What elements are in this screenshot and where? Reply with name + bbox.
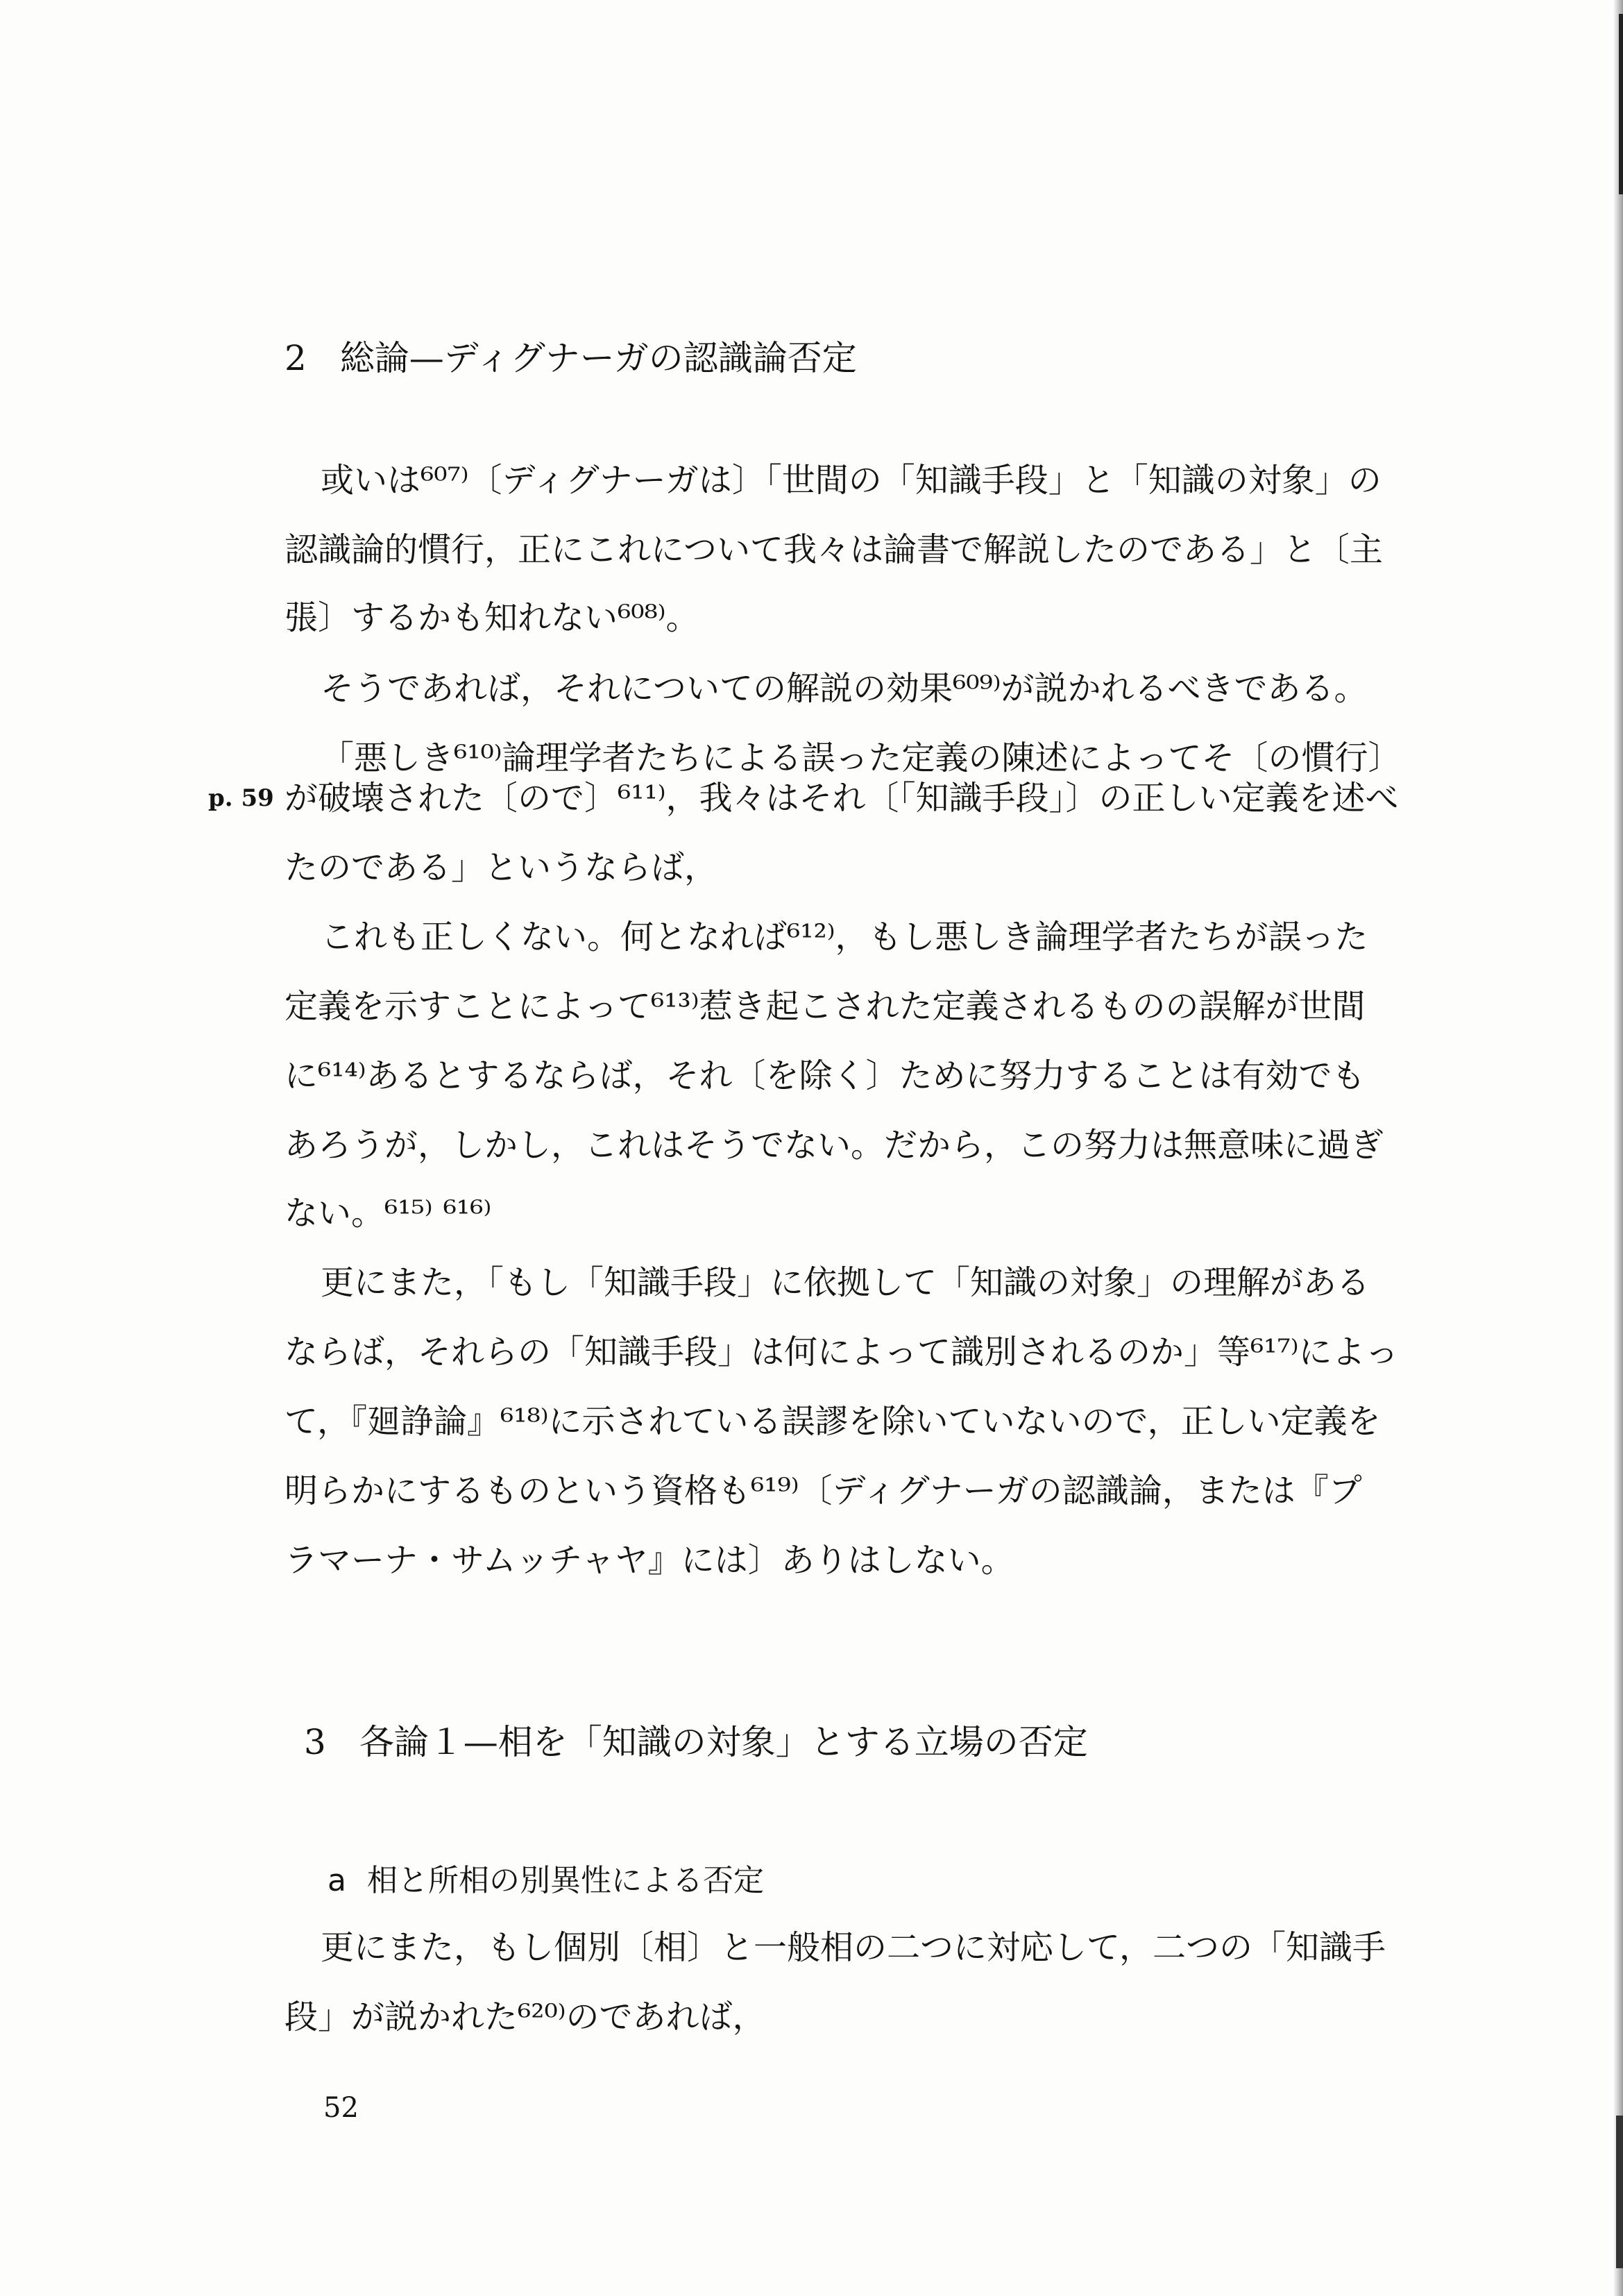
body-line: これも正しくない。何となれば⁶¹²⁾，もし悪しき論理学者たちが誤った — [321, 918, 1368, 956]
body-line: ラマーナ・サムッチャヤ』には〕ありはしない。 — [284, 1541, 1014, 1580]
body-line: ない。⁶¹⁵⁾ ⁶¹⁶⁾ — [284, 1194, 492, 1233]
section-heading-2 — [284, 337, 857, 379]
scan-edge-shadow-top — [1619, 14, 1623, 194]
subsection-letter: a — [328, 1863, 346, 1898]
body-line: 認識論的慣行，正にこれについて我々は論書で解説したのである」と〔主 — [284, 530, 1384, 569]
body-line: そうであれば，それについての解説の効果⁶⁰⁹⁾が説かれるべきである。 — [321, 669, 1368, 708]
body-line: 張〕するかも知れない⁶⁰⁸⁾。 — [284, 598, 699, 637]
section-number: 2 — [284, 338, 307, 378]
section-number: 3 — [304, 1722, 326, 1762]
body-line: 更にまた，もし個別〔相〕と一般相の二つに対応して，二つの「知識手 — [321, 1928, 1386, 1967]
body-line: 段」が説かれた⁶²⁰⁾のであれば， — [284, 1998, 766, 2036]
body-line: 明らかにするものという資格も⁶¹⁹⁾〔ディグナーガの認識論，または『プ — [284, 1471, 1362, 1510]
page-number: 52 — [323, 2092, 359, 2124]
body-line: 定義を示すことによって⁶¹³⁾惹き起こされた定義されるものの誤解が世間 — [284, 987, 1366, 1026]
subsection-title: 相と所相の別異性による否定 — [366, 1863, 764, 1898]
marginal-page-reference: p. 59 — [208, 784, 274, 812]
body-line: 「悪しき⁶¹⁰⁾論理学者たちによる誤った定義の陳述によってそ〔の慣行〕 — [321, 738, 1402, 777]
section-title: 各論１—相を「知識の対象」とする立場の否定 — [359, 1722, 1088, 1762]
body-line: 更にまた，「もし「知識手段」に依拠して「知識の対象」の理解がある — [321, 1263, 1370, 1302]
section-title: 総論—ディグナーガの認識論否定 — [339, 338, 857, 378]
scan-edge-shadow-bottom — [1616, 2116, 1623, 2268]
body-line: 或いは⁶⁰⁷⁾〔ディグナーガは〕「世間の「知識手段」と「知識の対象」の — [321, 461, 1382, 500]
section-heading-3 — [304, 1721, 1088, 1763]
body-line: ならば，それらの「知識手段」は何によって識別されるのか」等⁶¹⁷⁾によっ — [284, 1333, 1399, 1371]
subsection-heading-a — [328, 1860, 764, 1902]
body-line: あろうが，しかし，これはそうでない。だから，この努力は無意味に過ぎ — [284, 1126, 1384, 1165]
body-line: が破壊された〔ので〕⁶¹¹⁾，我々はそれ〔「知識手段」〕の正しい定義を述べ — [284, 779, 1399, 818]
body-line: たのである」というならば， — [284, 848, 718, 887]
body-line: に⁶¹⁴⁾あるとするならば，それ〔を除く〕ために努力することは有効でも — [284, 1056, 1366, 1095]
body-line: て，『廻諍論』⁶¹⁸⁾に示されている誤謬を除いていないので，正しい定義を — [284, 1402, 1381, 1441]
scan-edge — [1613, 0, 1623, 2296]
